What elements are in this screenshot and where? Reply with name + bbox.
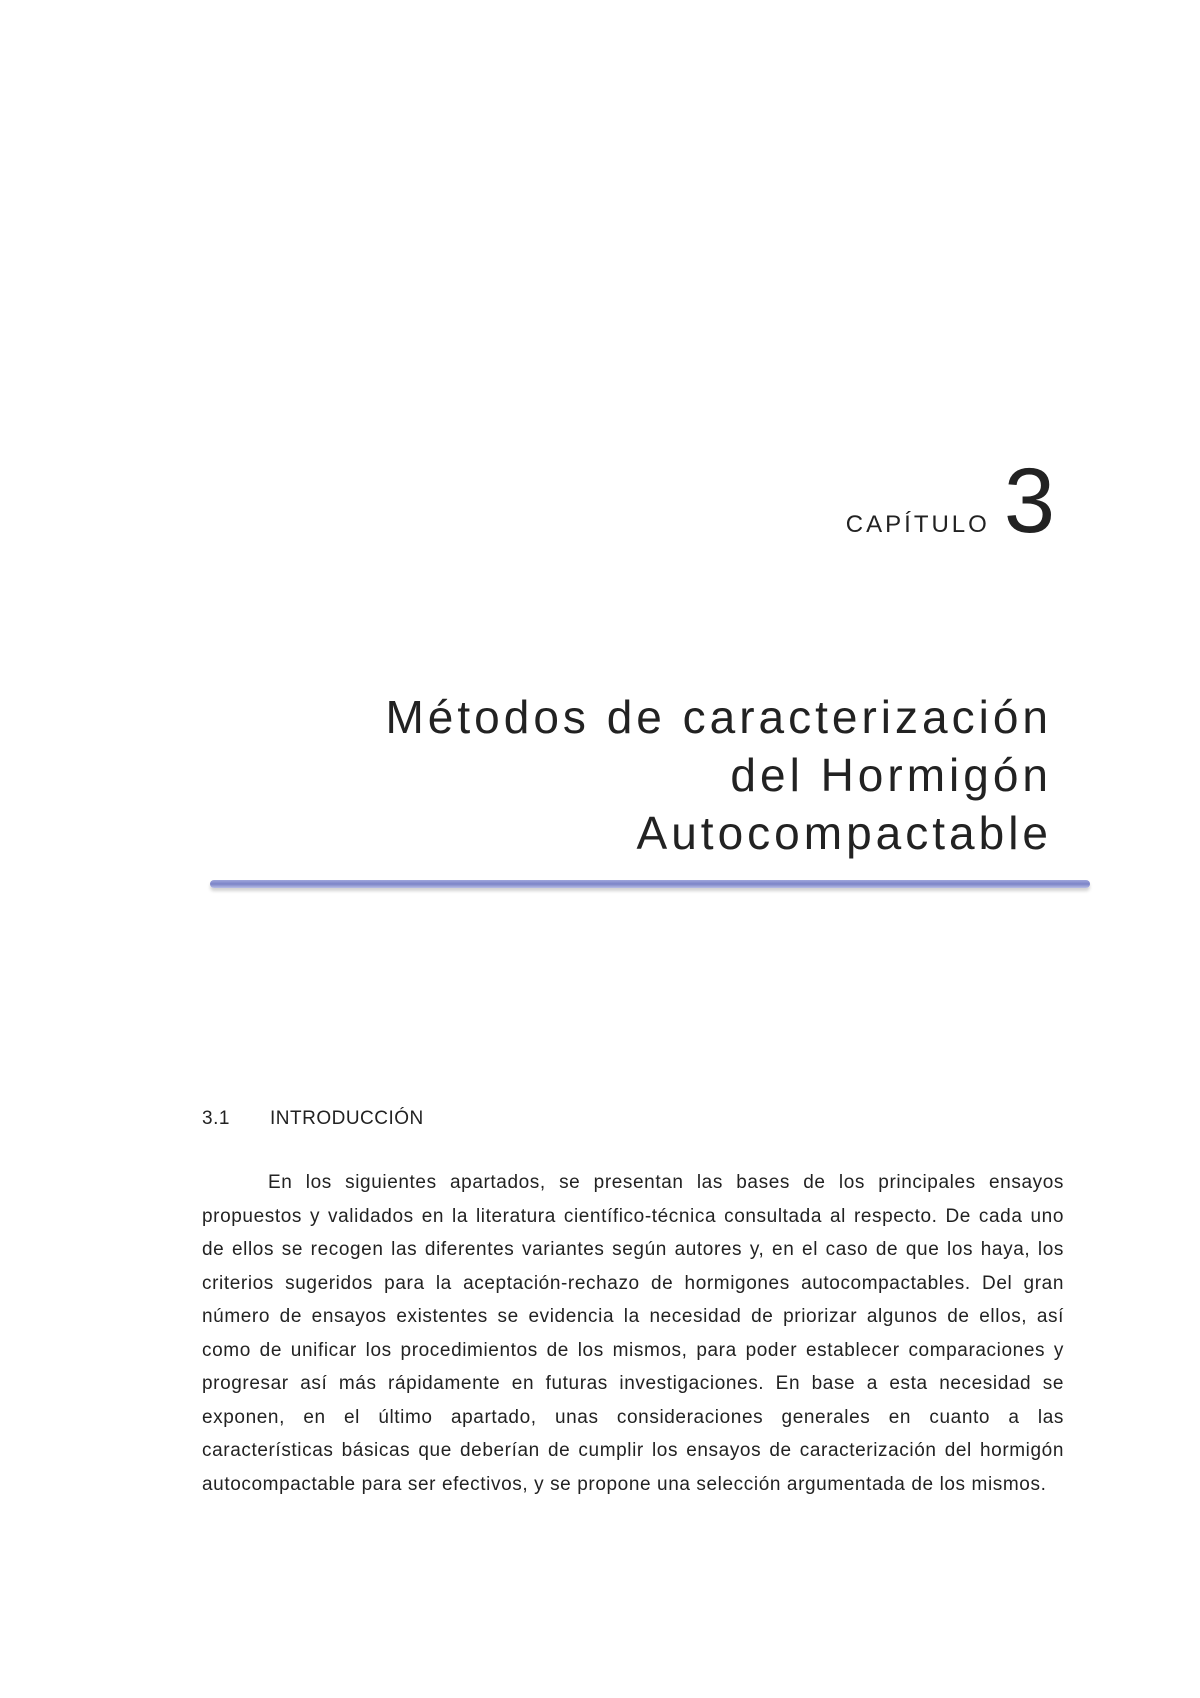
section-title: INTRODUCCIÓN [270, 1108, 424, 1129]
title-divider [210, 880, 1090, 888]
chapter-heading [845, 450, 1055, 552]
chapter-title-line-2: del Hormigón [730, 749, 1052, 801]
chapter-number: 3 [1003, 450, 1055, 552]
chapter-label: capítulo [845, 502, 990, 540]
chapter-title-line-3: Autocompactable [636, 807, 1052, 859]
intro-paragraph: En los siguientes apartados, se presentan las bases de los principales ensayos propuestos y validados en la literatura científico-técnica consultada al respecto. De cada uno de ellos se recogen las diferentes variantes según autores y, en el caso de que los haya, los criterios sugeridos para la aceptación-rechazo de hormigones autocompactables. Del gran número de ensayos existentes se evidencia la necesidad de priorizar algunos de ellos, así como de unificar los procedimientos de los mismos, para poder establecer comparaciones y progresar así más rápidamente en futuras investigaciones. En base a esta necesidad se exponen, en el último apartado, unas consideraciones generales en cuanto a las características básicas que deberían de cumplir los ensayos de caracterización del hormigón autocompactable para ser efectivos, y se propone una selección argumentada de los mismos. [202, 1172, 1064, 1495]
section-number: 3.1 [202, 1108, 230, 1129]
chapter-title [385, 688, 1052, 862]
section-heading [202, 1108, 424, 1130]
chapter-title-line-1: Métodos de caracterización [385, 691, 1052, 743]
